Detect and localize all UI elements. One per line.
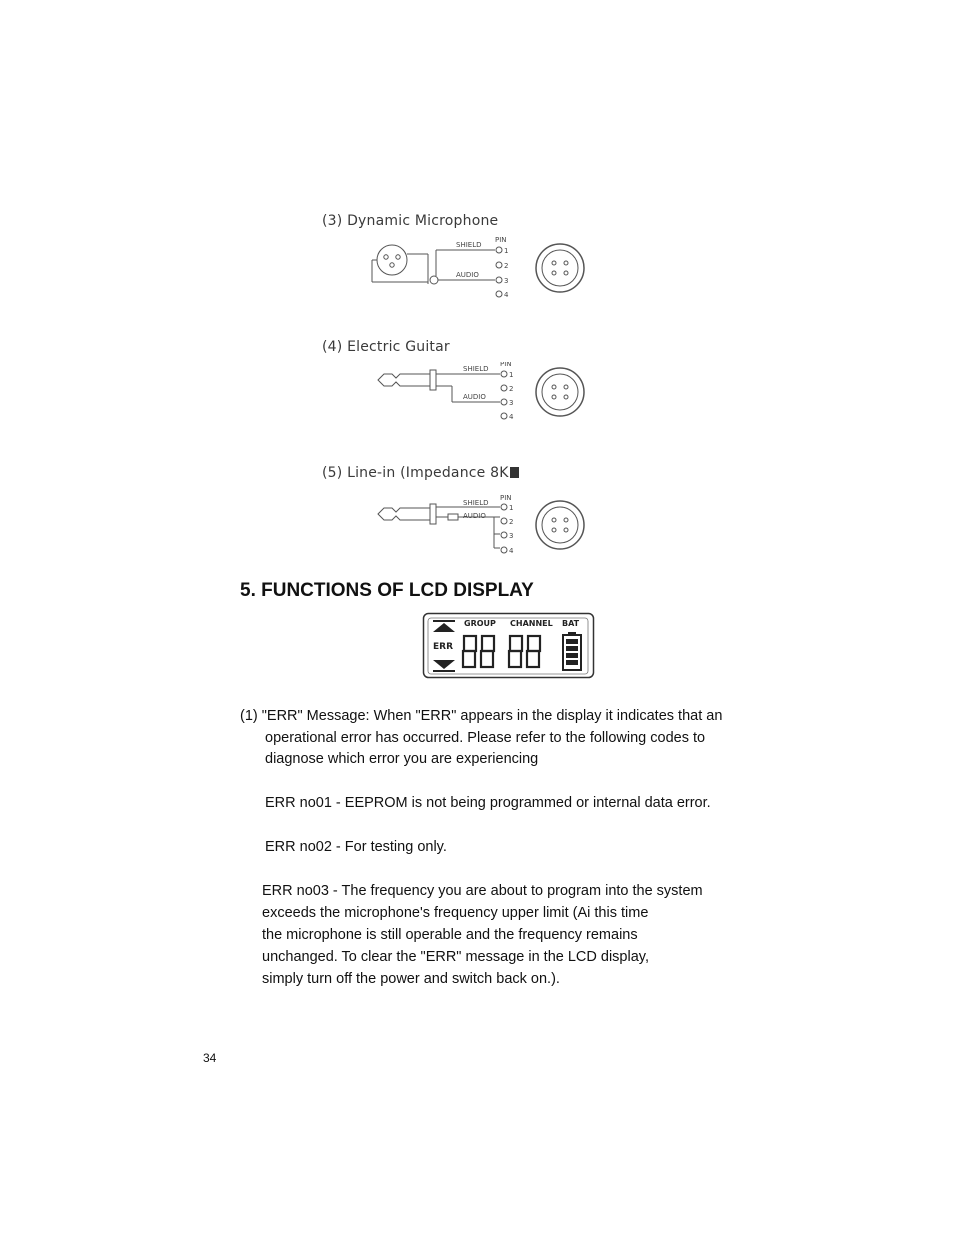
dynamic-microphone-wiring-diagram	[350, 236, 600, 302]
diagram-title-dynamic-microphone: (3) Dynamic Microphone	[322, 213, 499, 229]
pin-number: 1	[509, 371, 514, 379]
lcd-bat-label: BAT	[562, 619, 580, 628]
page-number: 34	[203, 1051, 217, 1065]
line-in-title-text: (5) Line-in (Impedance 8K	[322, 465, 509, 481]
pin-number: 3	[509, 532, 514, 540]
audio-label: AUDIO	[463, 393, 486, 401]
pin-number: 4	[509, 413, 514, 421]
pin-number: 2	[504, 262, 509, 270]
diagram-title-line-in	[322, 465, 519, 481]
lcd-channel-label: CHANNEL	[510, 619, 553, 628]
audio-label: AUDIO	[463, 512, 486, 520]
err-message-line: operational error has occurred. Please refer to the following codes to	[265, 730, 706, 746]
pin-label: PIN	[500, 494, 512, 502]
err-message-line: (1) "ERR" Message: When "ERR" appears in the display it indicates that an	[240, 708, 723, 724]
pin-number: 2	[509, 385, 514, 393]
err-no03-line: exceeds the microphone's frequency upper limit (Ai this time	[262, 905, 649, 921]
pin-number: 3	[504, 277, 509, 285]
lcd-err-label: ERR	[433, 642, 454, 652]
err-no01-text: ERR no01 - EEPROM is not being programmed or internal data error.	[265, 795, 711, 811]
err-no03-line: unchanged. To clear the "ERR" message in the LCD display,	[262, 949, 649, 965]
diagram-title-electric-guitar: (4) Electric Guitar	[322, 339, 450, 355]
pin-number: 1	[509, 504, 514, 512]
err-no03-line: the microphone is still operable and the frequency remains	[262, 927, 638, 943]
pin-number: 2	[509, 518, 514, 526]
err-no02-text: ERR no02 - For testing only.	[265, 839, 447, 855]
shield-label: SHIELD	[456, 241, 482, 249]
line-in-wiring-diagram	[370, 494, 620, 558]
pin-label: PIN	[500, 362, 512, 368]
pin-number: 3	[509, 399, 514, 407]
pin-number: 1	[504, 247, 509, 255]
audio-label: AUDIO	[456, 271, 479, 279]
section-heading: 5. FUNCTIONS OF LCD DISPLAY	[240, 580, 534, 601]
err-no03-line: simply turn off the power and switch back on.).	[262, 971, 560, 987]
shield-label: SHIELD	[463, 365, 489, 373]
ohm-symbol-icon	[510, 467, 519, 478]
pin-label: PIN	[495, 236, 507, 244]
pin-number: 4	[509, 547, 514, 555]
lcd-group-label: GROUP	[464, 619, 496, 628]
pin-number: 4	[504, 291, 509, 299]
shield-label: SHIELD	[463, 499, 489, 507]
lcd-display-illustration	[422, 612, 596, 680]
err-message-line: diagnose which error you are experiencing	[265, 751, 539, 767]
electric-guitar-wiring-diagram	[370, 362, 620, 426]
err-no03-line: ERR no03 - The frequency you are about to program into the system	[262, 883, 703, 899]
